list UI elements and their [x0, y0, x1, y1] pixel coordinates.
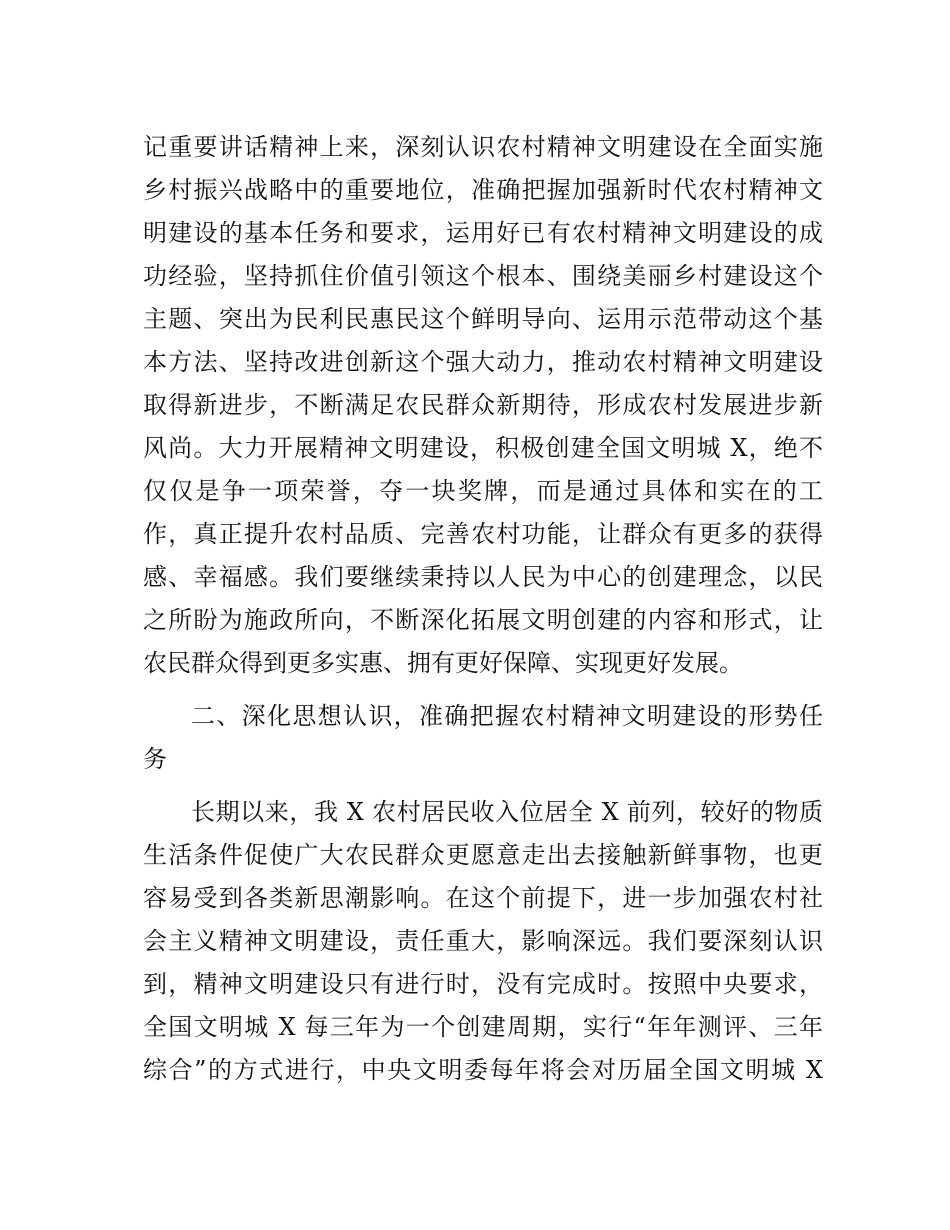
- paragraph-2-line: 长期以来，我 X 农村居民收入位居全 X 前列，较好的物质: [191, 798, 823, 826]
- paragraph-2-line: 容易受到各类新思潮影响。在这个前提下，进一步加强农村社: [143, 884, 823, 912]
- paragraph-2-line: 到，精神文明建设只有进行时，没有完成时。按照中央要求，: [143, 970, 823, 998]
- paragraph-1-line: 农民群众得到更多实惠、拥有更好保障、实现更好发展。: [143, 649, 743, 677]
- paragraph-1: [143, 126, 823, 685]
- paragraph-1-line: 感、幸福感。我们要继续秉持以人民为中心的创建理念，以民: [143, 563, 823, 591]
- paragraph-2-line: 全国文明城 X 每三年为一个创建周期，实行“年年测评、三年: [143, 1013, 823, 1041]
- section-heading-2: [143, 695, 823, 781]
- paragraph-1-line: 主题、突出为民利民惠民这个鲜明导向、运用示范带动这个基: [143, 305, 823, 333]
- section-heading-line: 务: [143, 745, 167, 773]
- paragraph-1-line: 明建设的基本任务和要求，运用好已有农村精神文明建设的成: [143, 219, 823, 247]
- paragraph-1-line: 仅仅是争一项荣誉，夺一块奖牌，而是通过具体和实在的工: [143, 477, 823, 505]
- paragraph-1-line: 之所盼为施政所向，不断深化拓展文明创建的内容和形式，让: [143, 606, 823, 634]
- paragraph-1-line: 乡村振兴战略中的重要地位，准确把握加强新时代农村精神文: [143, 176, 823, 204]
- paragraph-2-line: 综合”的方式进行，中央文明委每年将会对历届全国文明城 X: [143, 1056, 823, 1084]
- paragraph-1-line: 风尚。大力开展精神文明建设，积极创建全国文明城 X，绝不: [143, 434, 823, 462]
- document-body: [143, 126, 823, 1092]
- paragraph-1-line: 本方法、坚持改进创新这个强大动力，推动农村精神文明建设: [143, 348, 823, 376]
- paragraph-2-line: 生活条件促使广大农民群众更愿意走出去接触新鲜事物，也更: [143, 841, 823, 869]
- paragraph-1-line: 作，真正提升农村品质、完善农村功能，让群众有更多的获得: [143, 520, 823, 548]
- paragraph-2-line: 会主义精神文明建设，责任重大，影响深远。我们要深刻认识: [143, 927, 823, 955]
- paragraph-1-line: 功经验，坚持抓住价值引领这个根本、围绕美丽乡村建设这个: [143, 262, 823, 290]
- paragraph-1-line: 取得新进步，不断满足农民群众新期待，形成农村发展进步新: [143, 391, 823, 419]
- paragraph-2: [143, 791, 823, 1092]
- paragraph-1-line: 记重要讲话精神上来，深刻认识农村精神文明建设在全面实施: [143, 133, 823, 161]
- section-heading-line: 二、深化思想认识，准确把握农村精神文明建设的形势任: [191, 702, 823, 730]
